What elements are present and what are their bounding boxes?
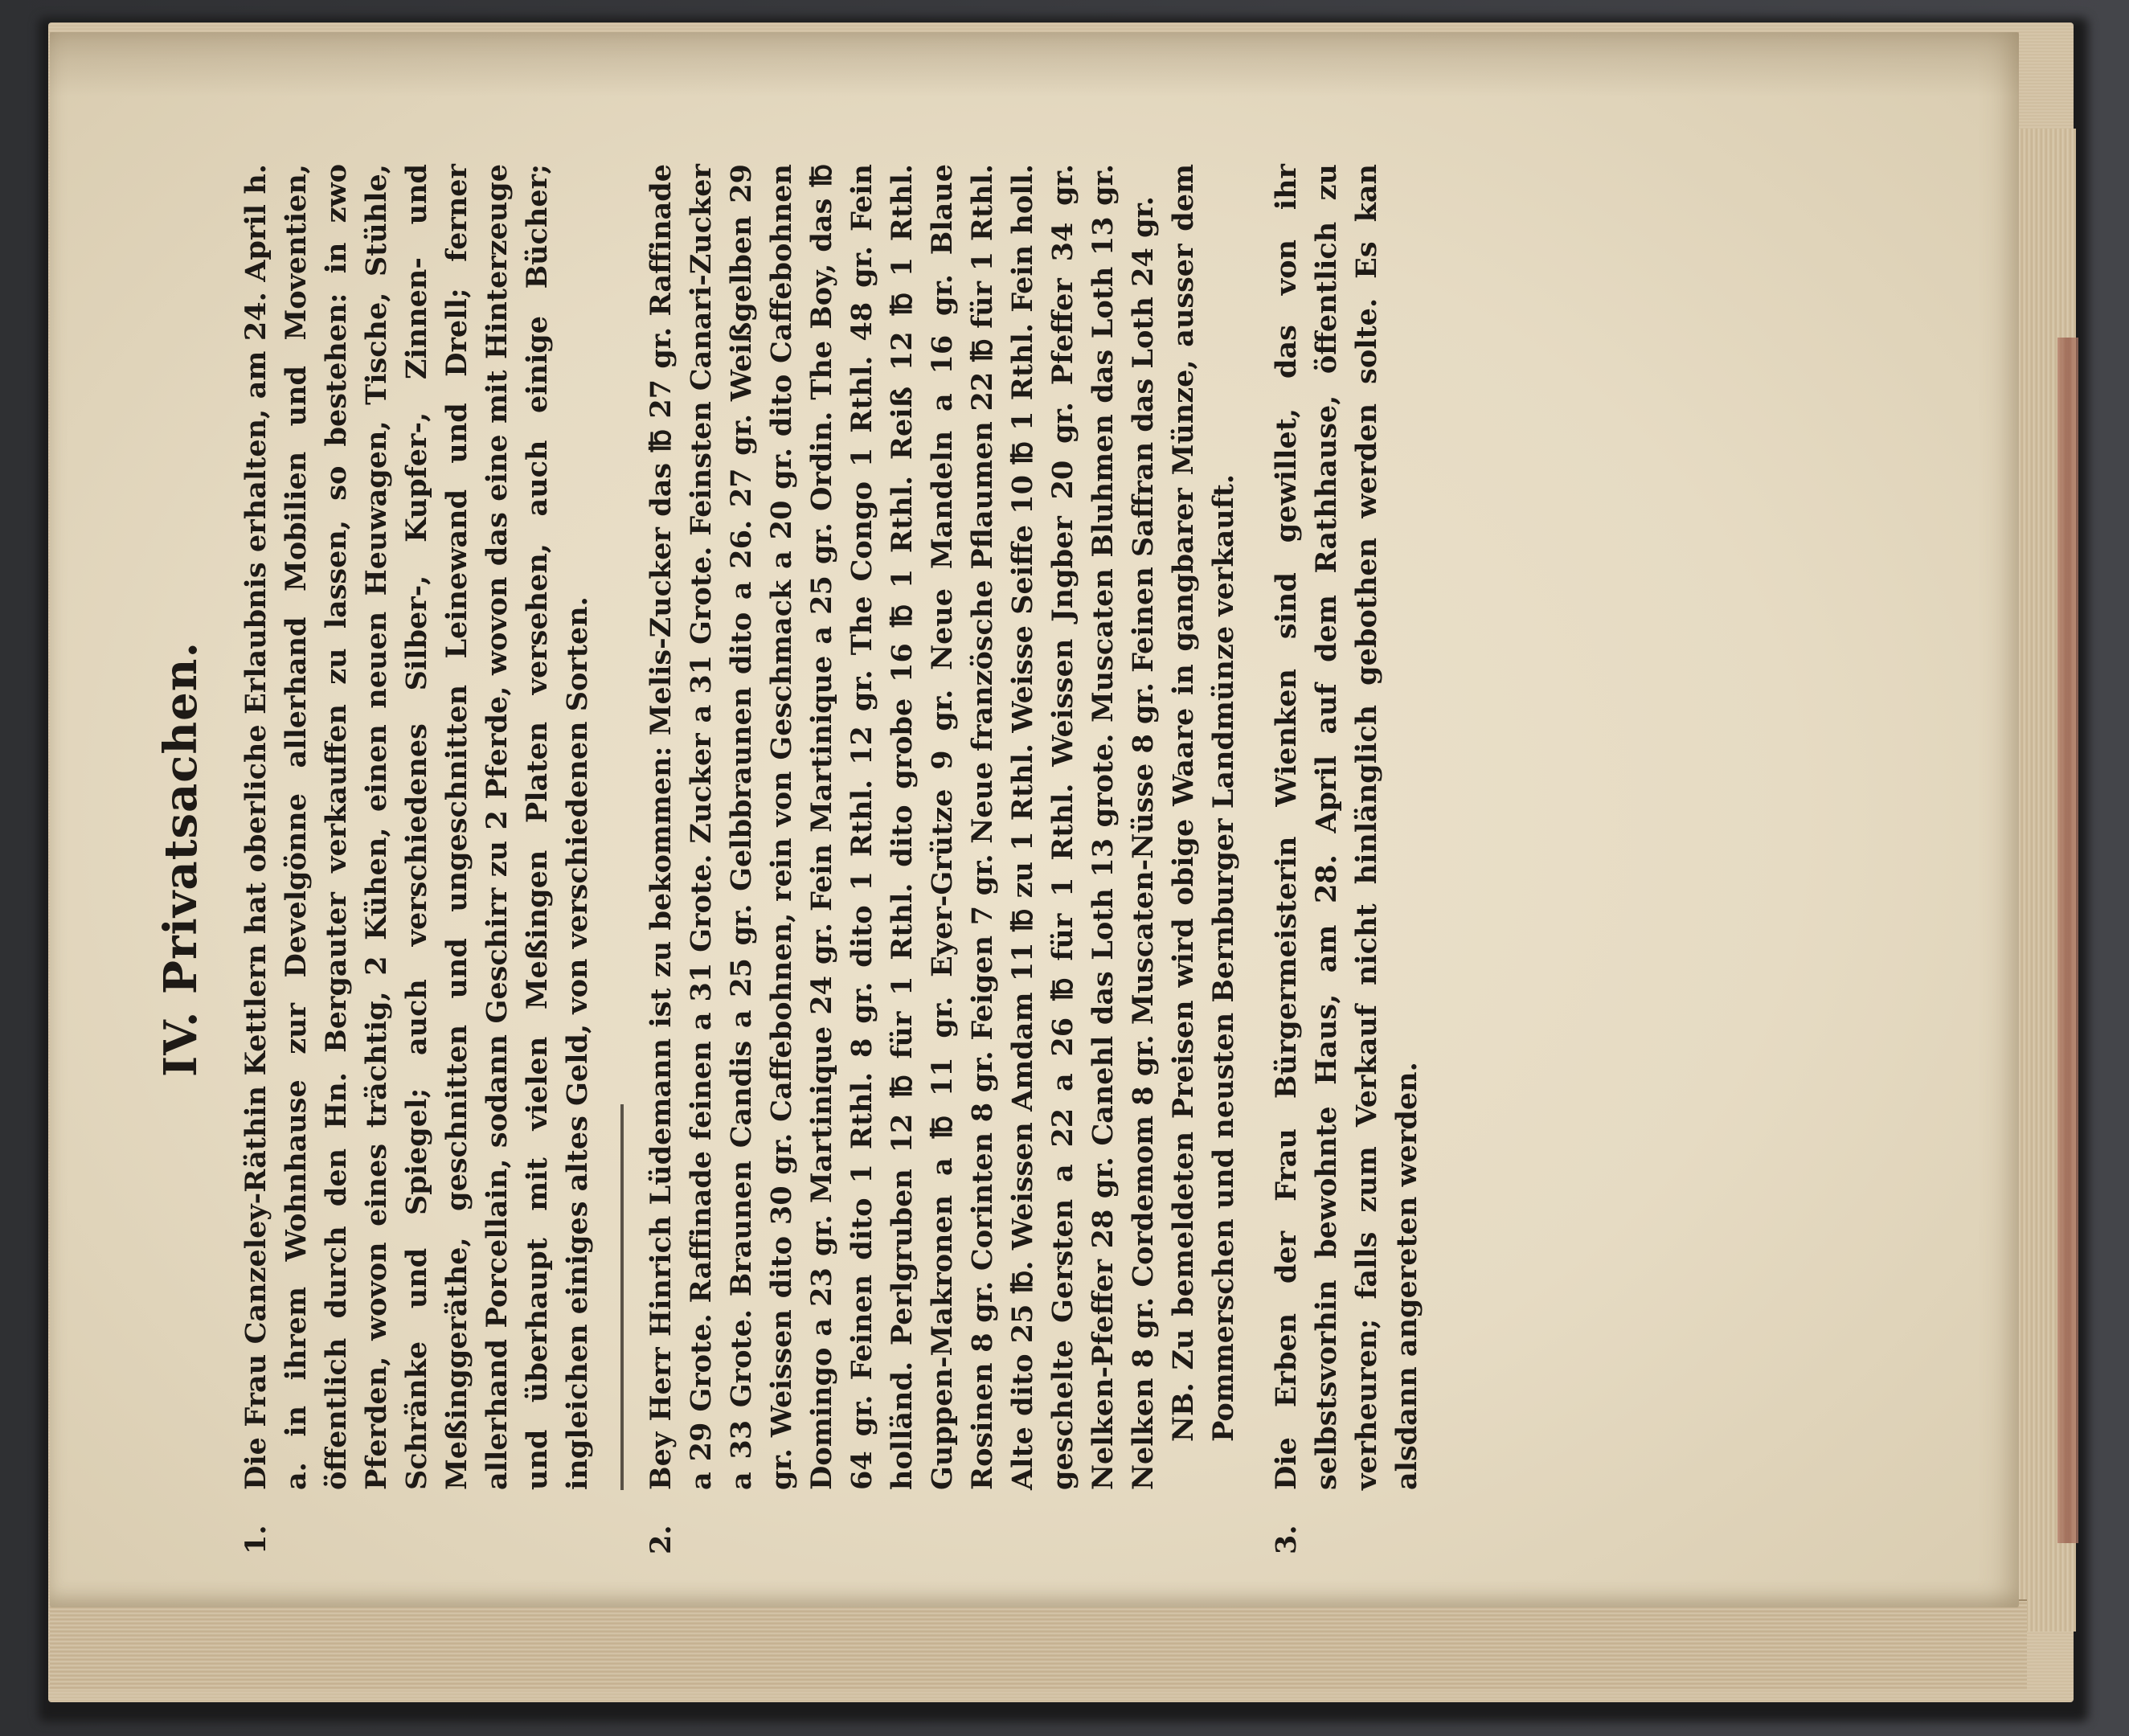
- notice-number: 3.: [1270, 1525, 1303, 1554]
- notice-text: Bey Herr Hinrich Lüdemann ist zu bekommen: Melis-Zucker das ℔ 27 gr. Raffinade a 29 Grote. Raffinade feinen a 31 Grote. Zucker a 31 Grote. Feinsten Canari-Zucker a 33 Grote. Braunen Candis a 25 gr. Gelbbraunen dito a 26. 27 gr. Weißgelben 29 gr. Weissen dito 30 gr. Caffebohnen, rein von Geschmack a 20 gr. dito Caffebohnen Domingo a 23 gr. Martinique 24 gr. Fein Martinique a 25 gr. Ordin. The Boy, das ℔ 64 gr. Feinen dito 1 Rthl. 8 gr. dito 1 Rthl. 12 gr. The Congo 1 Rthl. 48 gr. Fein holländ. Perlgruben 12 ℔ für 1 Rthl. dito grobe 16 ℔ 1 Rthl. Reiß 12 ℔ 1 Rthl. Guppen-Makronen a ℔ 11 gr. Eyer-Grütze 9 gr. Neue Mandeln a 16 gr. Blaue Rosinen 8 gr. Corinten 8 gr. Feigen 7 gr. Neue französche Pflaumen 22 ℔ für 1 Rthl. Alte dito 25 ℔. Weissen Amdam 11 ℔ zu 1 Rthl. Weisse Seiffe 10 ℔ 1 Rthl. Fein holl. geschelte Gersten a 22 a 26 ℔ für 1 Rthl. Weissen Jngber 20 gr. Pfeffer 34 gr. Nelken-Pfeffer 28 gr. Canehl das Loth 13 grote. Muscaten Bluhmen das Loth 13 gr. Nelken 8 gr. Cordemom 8 gr. Muscaten-Nüsse 8 gr. Feinen Saffran das Loth 24 gr.: [645, 164, 1160, 1490]
- notice-item-2: [641, 164, 1244, 1554]
- notice-item-3: [1267, 164, 1427, 1554]
- red-page-edge: [2057, 338, 2078, 1543]
- notice-number: 2.: [645, 1525, 678, 1554]
- notice-item-1: [236, 164, 598, 1554]
- divider-rule: [620, 1104, 624, 1490]
- notice-text: Die Erben der Frau Bürgermeisterin Wienken sind gewillet, das von ihr selbstsvorhin bewohnte Haus, am 28. April auf dem Rathhause, öffentlich zu verheuren; falls zum Verkauf nicht hinlänglich gebothen werden solte. Es kan alsdann angereten werden.: [1270, 164, 1423, 1490]
- notice-nb: NB. Zu bemeldeten Preisen wird obige Waare in gangbarer Münze, ausser dem Pommerschen und neusten Bernburger Landmünze verkauft.: [1167, 164, 1240, 1442]
- notice-number: 1.: [240, 1525, 272, 1554]
- section-heading: IV. Privatsachen.: [154, 641, 207, 1077]
- bottom-page-stack: [50, 1599, 2027, 1689]
- notice-text: Die Frau Canzeley-Räthin Kettlern hat oberliche Erlaubnis erhalten, am 24. April h. a. in ihrem Wohnhause zur Develgönne allerhand Mobilien und Moventien, öffentlich durch den Hn. Bergauter verkauffen zu lassen, so bestehen: in zwo Pferden, wovon eines trächtig, 2 Kühen, einen neuen Heuwagen, Tische, Stühle, Schränke und Spiegel; auch verschiedenes Silber-, Kupfer-, Zinnen- und Meßinggeräthe, geschnitten und ungeschnitten Leinewand und Drell; ferner allerhand Porcellain, sodann Geschirr zu 2 Pferde, wovon das eine mit Hinterzeuge und überhaupt mit vielen Meßingen Platen versehen, auch einige Bücher; ingleichen einiges altes Geld, von verschiedenen Sorten.: [240, 164, 594, 1490]
- rotated-text-block: [153, 164, 1664, 1554]
- page-gutter: [50, 32, 2019, 96]
